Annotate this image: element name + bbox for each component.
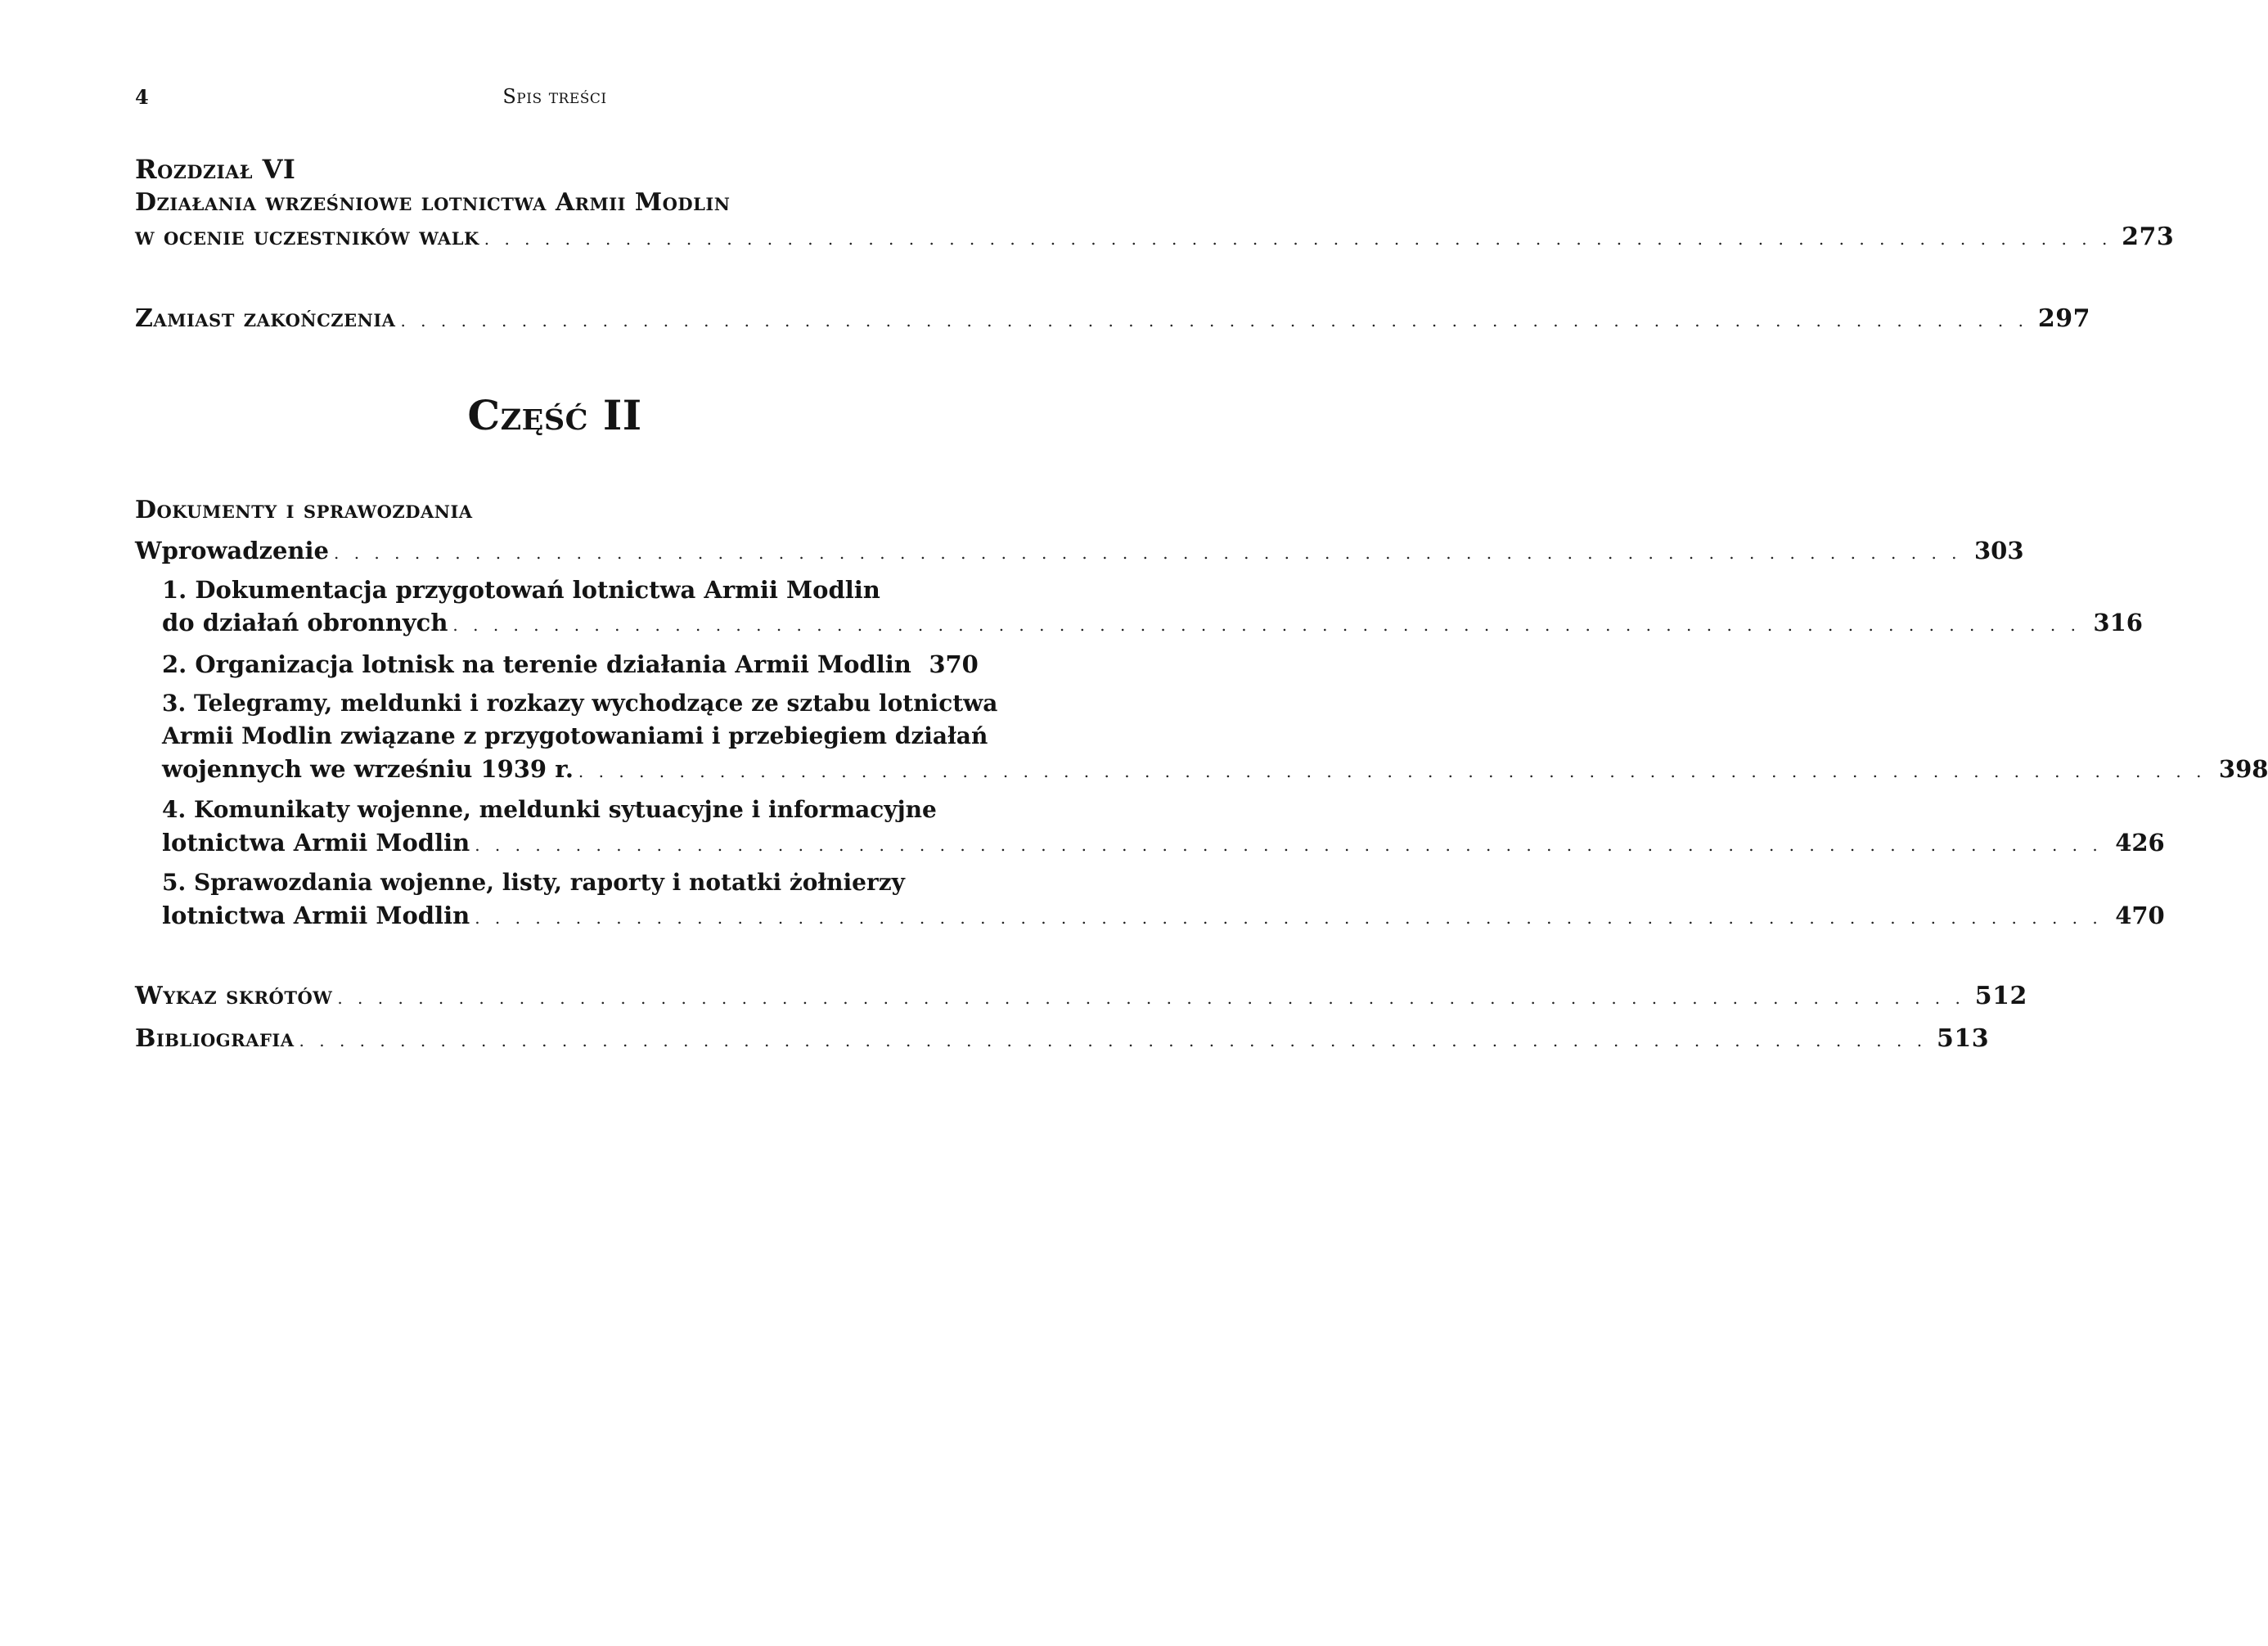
dot-leader: . . . . . . . . . . . . . . . . . . . . . . . . . . . . . . . . . . . . . . . . . . . . . . . . . . . . . . . . . . . . . . . . . . . . . . . . . . . . . . . . . — [337, 988, 1965, 1008]
page-ref: 273 — [2122, 223, 2175, 251]
dot-leader: . . . . . . . . . . . . . . . . . . . . . . . . . . . . . . . . . . . . . . . . . . . . . . . . . . . . . . . . . . . . . . . . . . . . . . . . . . . . . . . . . — [299, 1031, 1928, 1050]
item-3-entry[interactable] — [162, 755, 2268, 788]
running-title: Spis treści — [502, 85, 607, 108]
dot-leader: . . . . . . . . . . . . . . . . . . . . . . . . . . . . . . . . . . . . . . . . . . . . . . . . . . . . . . . . . . . . . . . . . . . . . . . . . . . . . . . . . — [578, 762, 2207, 781]
item-3-line3: wojennych we wrześniu 1939 r. — [162, 755, 574, 783]
abbreviations-title: Wykaz skrótów — [135, 982, 333, 1010]
dot-leader: . . . . . . . . . . . . . . . . . . . . . . . . . . . . . . . . . . . . . . . . . . . . . . . . . . . . . . . . . . . . . . . . . . . . . . . . . . . . . . . . . — [475, 908, 2103, 928]
item-1-line2: do działań obronnych — [162, 609, 448, 636]
chapter-vi-label: Rozdział VI — [135, 154, 296, 185]
chapter-vi-title-line1: Działania wrześniowe lotnictwa Armii Modlin — [135, 188, 731, 217]
item-3-line1: 3. Telegramy, meldunki i rozkazy wychodzące ze sztabu lotnictwa — [162, 690, 998, 717]
page-ref: 426 — [2115, 829, 2165, 857]
dot-leader: . . . . . . . . . . . . . . . . . . . . . . . . . . . . . . . . . . . . . . . . . . . . . . . . . . . . . . . . . . . . . . . . . . . . . . . . . . . . . . . . . — [475, 835, 2103, 855]
item-2-line1: 2. Organizacja lotnisk na terenie działania Armii Modlin — [162, 650, 911, 678]
conclusion-title: Zamiast zakończenia — [135, 304, 396, 333]
page-ref: 470 — [2115, 902, 2165, 929]
abbreviations-entry[interactable] — [135, 982, 2027, 1014]
intro-entry[interactable] — [135, 537, 2024, 569]
page-number: 4 — [135, 85, 149, 109]
item-4-entry[interactable] — [162, 829, 2165, 861]
conclusion-entry[interactable] — [135, 304, 2090, 337]
page-ref: 513 — [1936, 1024, 1990, 1053]
page-ref: 370 — [929, 650, 979, 678]
dot-leader: . . . . . . . . . . . . . . . . . . . . . . . . . . . . . . . . . . . . . . . . . . . . . . . . . . . . . . . . . . . . . . . . . . . . . . . . . . . . . . . . . — [484, 229, 2113, 249]
page-ref: 316 — [2093, 609, 2143, 636]
page-ref: 398 — [2218, 755, 2268, 783]
chapter-vi-title-line2: w ocenie uczestników walk — [135, 223, 479, 251]
bibliography-entry[interactable] — [135, 1024, 1990, 1057]
page-ref: 512 — [1974, 982, 2027, 1010]
page-ref: 303 — [1973, 537, 2024, 564]
page-ref: 297 — [2037, 304, 2090, 333]
item-1-line1: 1. Dokumentacja przygotowań lotnictwa Armii Modlin — [162, 576, 880, 604]
documents-heading: Dokumenty i sprawozdania — [135, 496, 473, 524]
dot-leader: . . . . . . . . . . . . . . . . . . . . . . . . . . . . . . . . . . . . . . . . . . . . . . . . . . . . . . . . . . . . . . . . . . . . . . . . . . . . . . . . . — [452, 615, 2081, 635]
dot-leader: . . . . . . . . . . . . . . . . . . . . . . . . . . . . . . . . . . . . . . . . . . . . . . . . . . . . . . . . . . . . . . . . . . . . . . . . . . . . . . . . . — [333, 543, 1962, 563]
item-5-line1: 5. Sprawozdania wojenne, listy, raporty i notatki żołnierzy — [162, 869, 905, 896]
chapter-vi-entry[interactable] — [135, 223, 2175, 255]
item-2-entry[interactable] — [162, 650, 979, 683]
item-4-line1: 4. Komunikaty wojenne, meldunki sytuacyjne i informacyjne — [162, 796, 937, 823]
item-5-line2: lotnictwa Armii Modlin — [162, 902, 470, 929]
item-5-entry[interactable] — [162, 902, 2165, 934]
item-3-line2: Armii Modlin związane z przygotowaniami i przebiegiem działań — [162, 722, 988, 749]
item-1-entry[interactable] — [162, 609, 2143, 641]
item-4-line2: lotnictwa Armii Modlin — [162, 829, 470, 857]
bibliography-title: Bibliografia — [135, 1024, 295, 1053]
intro-title: Wprowadzenie — [135, 537, 329, 564]
part-ii-title: Część II — [467, 391, 642, 439]
dot-leader: . . . . . . . . . . . . . . . . . . . . . . . . . . . . . . . . . . . . . . . . . . . . . . . . . . . . . . . . . . . . . . . . . . . . . . . . . . . . . . . . . — [400, 311, 2028, 331]
